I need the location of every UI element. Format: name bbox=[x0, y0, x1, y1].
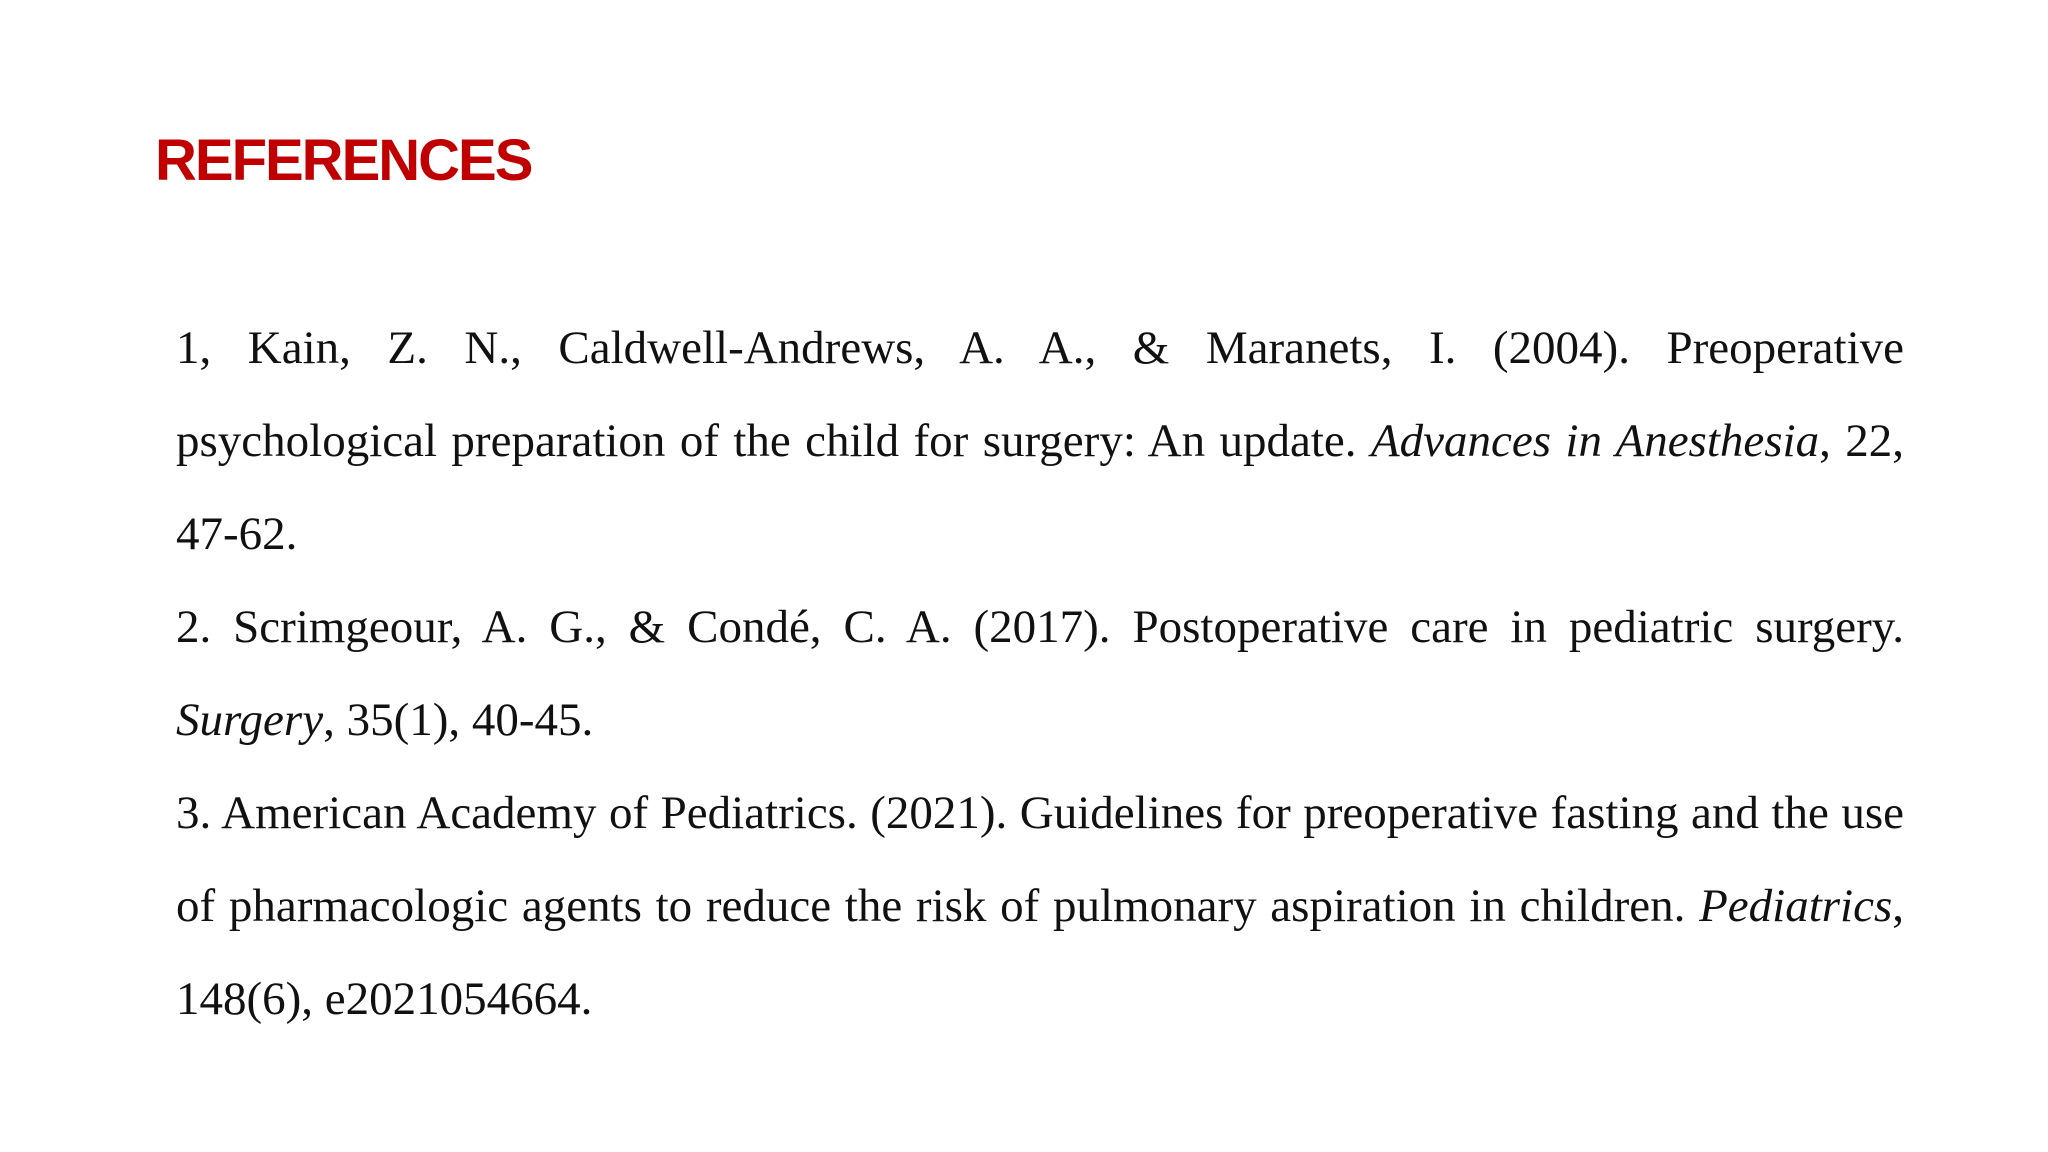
reference-1-lead: 1, Kain, Z. N., Caldwell-Andrews, A. A., & Maranets, I. (2004). Preoperative psychological preparation of the child for surgery: An update. bbox=[176, 322, 1904, 467]
reference-3-lead: 3. American Academy of Pediatrics. (2021). Guidelines for preoperative fasting and the use of pharmacologic agents to reduce the risk of pulmonary aspiration in children. bbox=[176, 787, 1904, 932]
reference-3-details: , 148(6), e2021054664. bbox=[176, 880, 1904, 1025]
reference-2-lead: 2. Scrimgeour, A. G., & Condé, C. A. (2017). Postoperative care in pediatric surgery. bbox=[176, 601, 1904, 653]
slide-title: REFERENCES bbox=[155, 128, 532, 193]
references-list bbox=[176, 302, 1904, 1046]
reference-2-journal: Surgery bbox=[176, 694, 324, 746]
reference-1-journal: Advances in Anesthesia bbox=[1370, 415, 1820, 467]
reference-item-1 bbox=[176, 302, 1904, 581]
reference-item-3 bbox=[176, 767, 1904, 1046]
reference-2-details: , 35(1), 40-45. bbox=[323, 694, 594, 746]
reference-3-journal: Pediatrics bbox=[1699, 880, 1893, 932]
reference-1-details: , 22, 47-62. bbox=[176, 415, 1905, 560]
reference-item-2 bbox=[176, 581, 1904, 767]
